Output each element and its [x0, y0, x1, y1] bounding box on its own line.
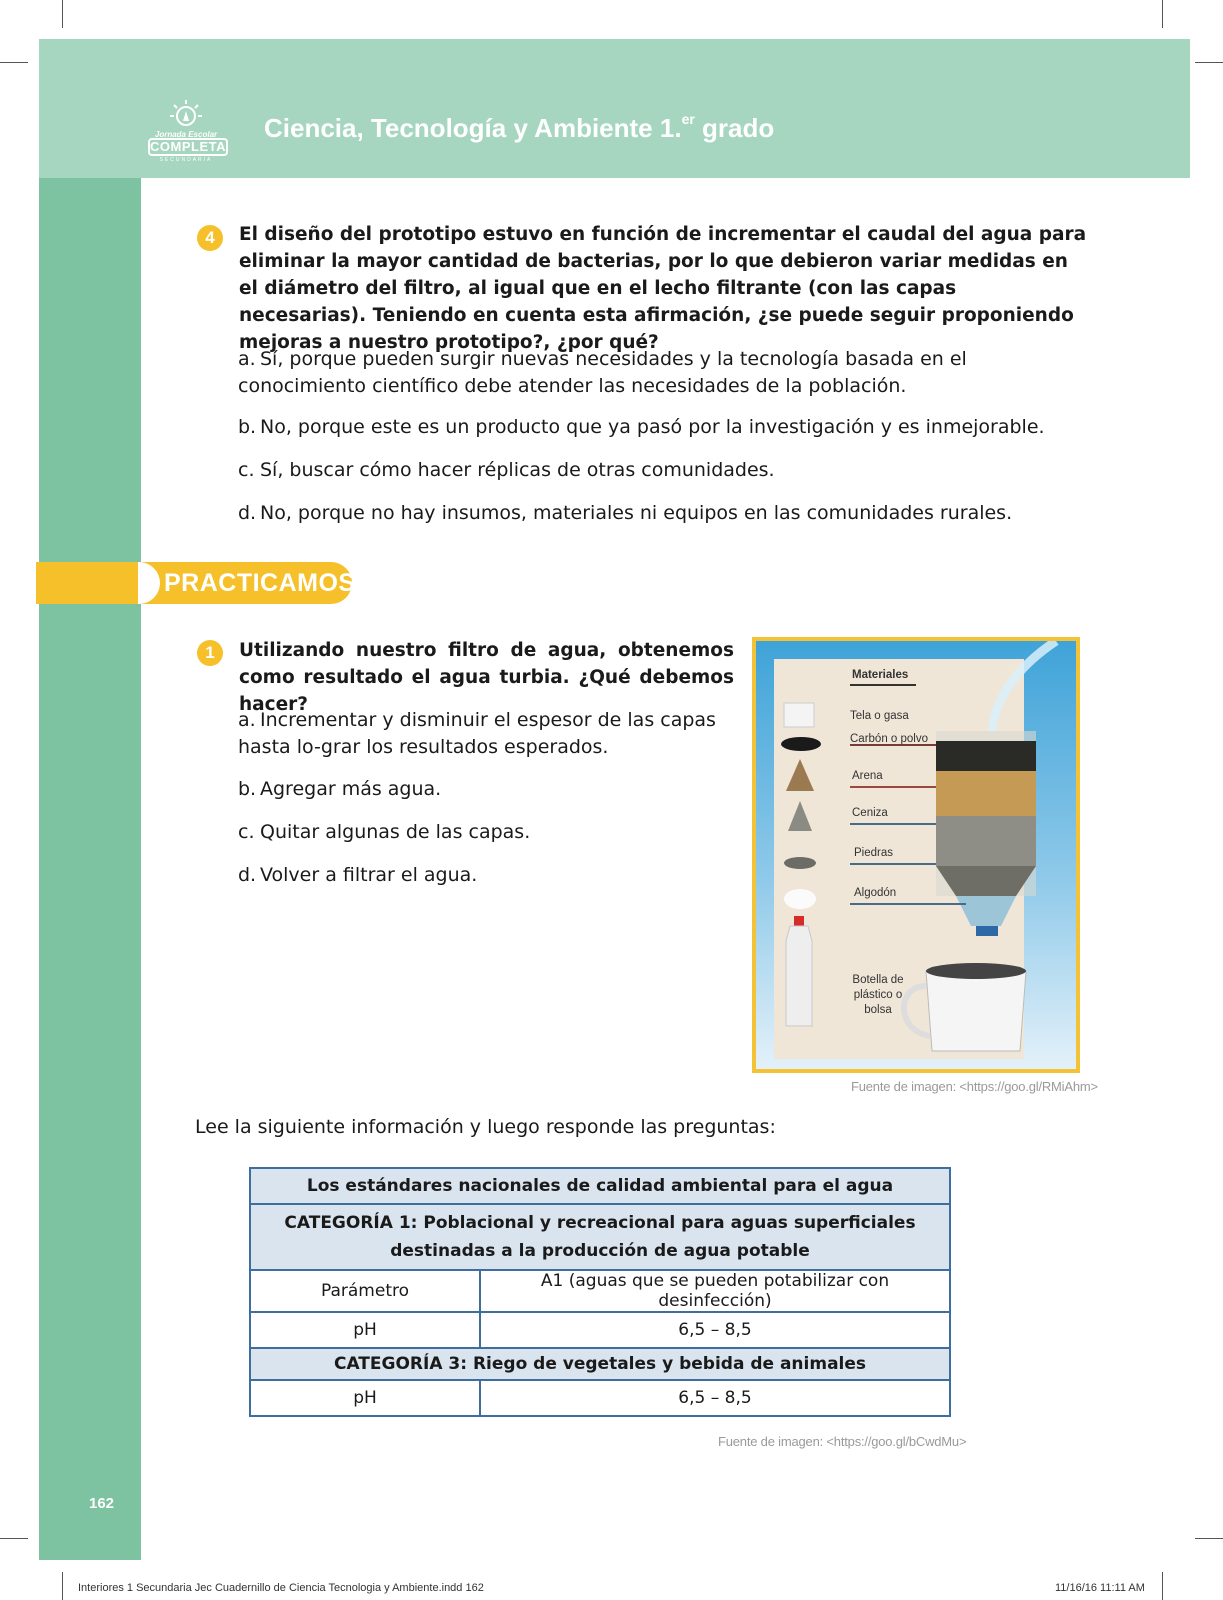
- row1-value: 6,5 – 8,5: [480, 1312, 950, 1348]
- row2-value: 6,5 – 8,5: [480, 1380, 950, 1416]
- crop-mark: [0, 1538, 28, 1539]
- crop-mark: [62, 0, 63, 28]
- option-letter: b.: [238, 778, 257, 800]
- option-letter: a.: [238, 709, 256, 731]
- water-filter-figure: [752, 637, 1080, 1073]
- category-1: CATEGORÍA 1: Poblacional y recreacional para aguas superficiales destinadas a la producción de agua potable: [250, 1204, 950, 1270]
- crop-mark: [1195, 1538, 1223, 1539]
- option-letter: b.: [238, 416, 257, 438]
- label-ceniza: Ceniza: [852, 807, 888, 819]
- title-end: grado: [702, 113, 775, 143]
- bottle-label-line-2: plástico o: [853, 989, 903, 1001]
- section-title: PRACTICAMOS: [164, 569, 356, 597]
- page-title: [264, 113, 774, 144]
- logo-line-1: Jornada Escolar: [154, 130, 218, 139]
- bottle-label-line-1: Botella de: [852, 974, 904, 986]
- title-superscript: er: [681, 111, 695, 127]
- table-row: [250, 1270, 950, 1312]
- option-letter: d.: [238, 502, 257, 524]
- table-source: Fuente de imagen: <https://goo.gl/bCwdMu>: [718, 1434, 967, 1449]
- standards-table: [249, 1167, 951, 1417]
- option-letter: c.: [238, 459, 255, 481]
- logo-line-2: COMPLETA: [148, 138, 228, 156]
- option-text: Quitar algunas de las capas.: [260, 821, 531, 843]
- question-4-badge: 4: [197, 225, 223, 251]
- option-letter: a.: [238, 348, 256, 370]
- label-carbon-o-polvo: Carbón o polvo: [850, 733, 928, 745]
- question-4-option-a: [238, 346, 1100, 400]
- crop-mark: [0, 62, 28, 63]
- table-row: [250, 1348, 950, 1380]
- materials-heading: Materiales: [852, 669, 909, 681]
- option-text: Volver a filtrar el agua.: [260, 864, 478, 886]
- label-tela-o-gasa: Tela o gasa: [850, 710, 909, 722]
- jec-logo: [142, 100, 230, 163]
- option-letter: c.: [238, 821, 255, 843]
- question-1-text: Utilizando nuestro filtro de agua, obtenemos como resultado el agua turbia. ¿Qué debemos hacer?: [239, 640, 734, 715]
- question-4-text: El diseño del prototipo estuvo en función de incrementar el caudal del agua para eliminar la mayor cantidad de bacterias, por lo que debieron variar medidas en el diámetro del filtro, al igual que en el lecho filtrante (con las capas necesarias). Teniendo en cuenta esta afirmación, ¿se puede seguir proponiendo mejoras a nuestro prototipo?, ¿por qué?: [239, 224, 1087, 353]
- label-piedras: Piedras: [854, 847, 893, 859]
- left-sidebar-band: [39, 178, 141, 1560]
- option-text: No, porque este es un producto que ya pasó por la investigación y es inmejorable.: [260, 416, 1045, 438]
- label-algodon: Algodón: [854, 887, 897, 899]
- crop-mark: [1195, 62, 1223, 63]
- crop-mark: [1162, 1572, 1163, 1600]
- question-4-option-d: [238, 500, 1100, 527]
- col-a1: A1 (aguas que se pueden potabilizar con desinfección): [480, 1270, 950, 1312]
- category-3: CATEGORÍA 3: Riego de vegetales y bebida de animales: [250, 1348, 950, 1380]
- figure-source: Fuente de imagen: <https://goo.gl/RMiAhm>: [851, 1079, 1098, 1094]
- question-4-option-b: [238, 414, 1100, 441]
- crop-mark: [62, 1572, 63, 1600]
- label-botella: [846, 973, 910, 1018]
- page-number: 162: [89, 1495, 115, 1512]
- footer-date: 11/16/16 11:11 AM: [1055, 1582, 1145, 1594]
- question-1-option-c: [238, 819, 738, 846]
- option-text: No, porque no hay insumos, materiales ni equipos en las comunidades rurales.: [260, 502, 1013, 524]
- water-filter-illustration: [756, 641, 1076, 1069]
- sun-icon: [170, 100, 202, 130]
- option-text: Incrementar y disminuir el espesor de las capas hasta lo-grar los resultados esperados.: [238, 709, 716, 758]
- option-letter: d.: [238, 864, 257, 886]
- title-main: Ciencia, Tecnología y Ambiente 1.: [264, 113, 682, 143]
- question-1-option-b: [238, 776, 738, 803]
- label-arena: Arena: [852, 770, 883, 782]
- option-text: Sí, buscar cómo hacer réplicas de otras comunidades.: [260, 459, 775, 481]
- table-row: [250, 1204, 950, 1270]
- row2-param: pH: [250, 1380, 480, 1416]
- table-row: [250, 1168, 950, 1204]
- option-text: Agregar más agua.: [260, 778, 442, 800]
- question-1-badge: 1: [197, 640, 223, 666]
- question-1-option-a: [238, 707, 738, 761]
- question-1-option-d: [238, 862, 738, 889]
- logo-line-3: SECUNDARIA: [159, 157, 213, 163]
- table-row: [250, 1380, 950, 1416]
- table-row: [250, 1312, 950, 1348]
- intro-text: Lee la siguiente información y luego responde las preguntas:: [195, 1116, 776, 1138]
- question-4-option-c: [238, 457, 1100, 484]
- row1-param: pH: [250, 1312, 480, 1348]
- footer-file: Interiores 1 Secundaria Jec Cuadernillo de Ciencia Tecnologia y Ambiente.indd 162: [78, 1582, 484, 1594]
- crop-mark: [1162, 0, 1163, 28]
- table-title: Los estándares nacionales de calidad ambiental para el agua: [250, 1168, 950, 1204]
- col-parametro: Parámetro: [250, 1270, 480, 1312]
- bottle-label-line-3: bolsa: [864, 1004, 892, 1016]
- option-text: Sí, porque pueden surgir nuevas necesidades y la tecnología basada en el conocimiento científico debe atender las necesidades de la población.: [238, 348, 967, 397]
